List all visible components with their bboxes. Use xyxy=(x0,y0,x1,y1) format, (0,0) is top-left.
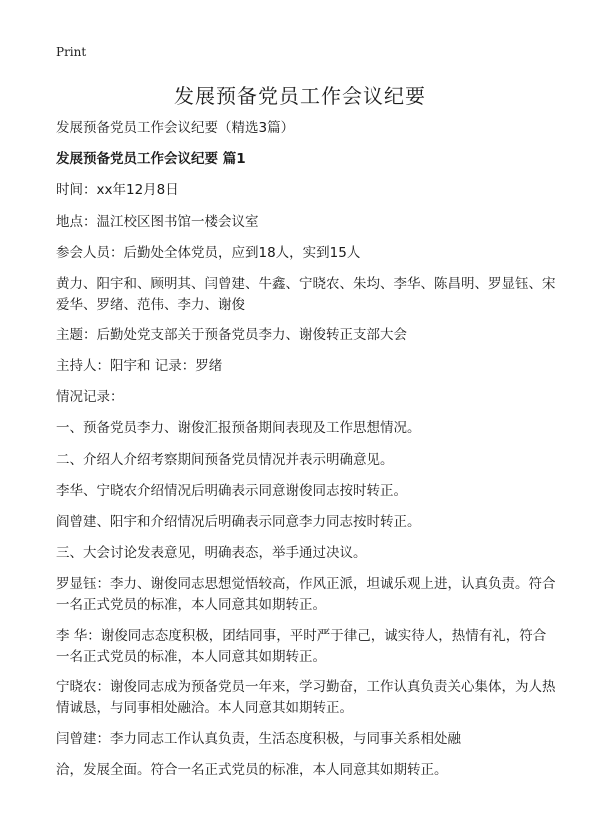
opinion-yan-zengjian-cont: 洽，发展全面。符合一名正式党员的标准，本人同意其如期转正。 xyxy=(56,762,448,778)
meeting-topic: 主题：后勤处党支部关于预备党员李力、谢俊转正支部大会 xyxy=(56,327,407,343)
print-label: Print xyxy=(56,45,87,59)
meeting-location: 地点：温江校区图书馆一楼会议室 xyxy=(56,214,259,230)
record-detail-2: 阎曾建、阳宇和介绍情况后明确表示同意李力同志按时转正。 xyxy=(56,514,421,530)
opinion-luo-xianyu: 罗显钰：李力、谢俊同志思想觉悟较高，作风正派，坦诚乐观上进，认真负责。符合一名正式党员的标准，本人同意其如期转正。 xyxy=(56,576,556,613)
record-item-3: 三、大会讨论发表意见，明确表态，举手通过决议。 xyxy=(56,545,367,561)
attendees-summary: 参会人员：后勤处全体党员，应到18人，实到15人 xyxy=(56,245,361,261)
opinion-li-hua: 李 华：谢俊同志态度积极，团结同事，平时严于律己，诚实待人，热情有礼，符合一名正式党员的标准，本人同意其如期转正。 xyxy=(56,628,547,665)
subtitle-paragraph: 发展预备党员工作会议纪要（精选3篇） xyxy=(56,120,295,136)
host-and-recorder: 主持人：阳宇和 记录：罗绪 xyxy=(56,358,223,374)
document-title: 发展预备党员工作会议纪要 xyxy=(174,84,426,108)
opinion-ning-xiaonong: 宁晓农：谢俊同志成为预备党员一年来，学习勤奋，工作认真负责关心集体，为人热情诚恳，与同事相处融洽。本人同意其如期转正。 xyxy=(56,679,556,716)
record-item-2: 二、介绍人介绍考察期间预备党员情况并表示明确意见。 xyxy=(56,452,394,468)
record-heading: 情况记录： xyxy=(56,389,124,405)
section-heading: 发展预备党员工作会议纪要 篇1 xyxy=(56,151,246,167)
meeting-time: 时间：xx年12月8日 xyxy=(56,182,179,198)
opinion-yan-zengjian: 闫曾建：李力同志工作认真负责，生活态度积极，与同事关系相处融 xyxy=(56,731,461,747)
record-detail-1: 李华、宁晓农介绍情况后明确表示同意谢俊同志按时转正。 xyxy=(56,483,407,499)
attendees-list: 黄力、阳宇和、顾明其、闫曾建、牛鑫、宁晓农、朱均、李华、陈昌明、罗显钰、宋爱华、罗绪、范伟、李力、谢俊 xyxy=(56,276,556,313)
record-item-1: 一、预备党员李力、谢俊汇报预备期间表现及工作思想情况。 xyxy=(56,420,421,436)
